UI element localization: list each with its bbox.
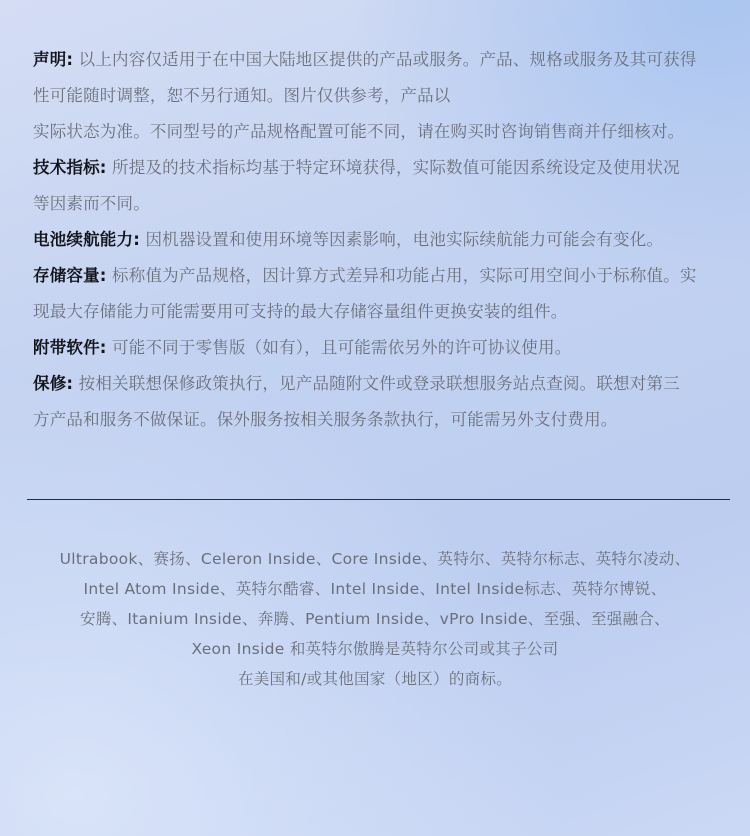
note-tech-specs — [33, 150, 733, 222]
note-label: 附带软件: — [33, 338, 107, 357]
trademark-line: 安腾、Itanium Inside、奔腾、Pentium Inside、vPro Inside、至强、至强融合、 — [80, 610, 670, 628]
note-label: 技术指标: — [33, 158, 107, 177]
disclaimer-notes — [33, 42, 733, 438]
note-storage — [33, 258, 733, 330]
note-line: 实际状态为准。不同型号的产品规格配置可能不同，请在购买时咨询销售商并仔细核对。 — [33, 122, 685, 141]
note-software — [33, 330, 733, 366]
note-text: 可能不同于零售版（如有），且可能需依另外的许可协议使用。 — [106, 338, 572, 357]
note-warranty — [33, 366, 733, 438]
note-text: 按相关联想保修政策执行，见产品随附文件或登录联想服务站点查阅。联想对第三 — [73, 374, 680, 393]
section-divider — [27, 499, 730, 500]
note-label: 电池续航能力: — [33, 230, 140, 249]
trademark-line: Xeon Inside 和英特尔傲腾是英特尔公司或其子公司 — [191, 640, 559, 658]
note-line — [33, 150, 733, 186]
note-line — [33, 258, 733, 294]
note-line: 性可能随时调整，恕不另行通知。图片仅供参考，产品以 — [33, 86, 451, 105]
note-line: 等因素而不同。 — [33, 194, 150, 213]
note-statement — [33, 42, 733, 150]
note-text: 以上内容仅适用于在中国大陆地区提供的产品或服务。产品、规格或服务及其可获得 — [73, 50, 697, 69]
note-battery — [33, 222, 733, 258]
trademark-line: 在美国和/或其他国家（地区）的商标。 — [237, 670, 513, 688]
note-label: 声明: — [33, 50, 74, 69]
note-line — [33, 366, 733, 402]
trademark-notice — [30, 544, 720, 694]
note-text: 标称值为产品规格，因计算方式差异和功能占用，实际可用空间小于标称值。实 — [106, 266, 697, 285]
note-text: 因机器设置和使用环境等因素影响，电池实际续航能力可能会有变化。 — [140, 230, 664, 249]
note-label: 存储容量: — [33, 266, 107, 285]
note-line — [33, 42, 733, 78]
note-line: 现最大存储能力可能需要用可支持的最大存储容量组件更换安装的组件。 — [33, 302, 568, 321]
note-line — [33, 330, 733, 366]
note-line — [33, 222, 733, 258]
note-line: 方产品和服务不做保证。保外服务按相关服务条款执行，可能需另外支付费用。 — [33, 410, 618, 429]
note-label: 保修: — [33, 374, 74, 393]
note-text: 所提及的技术指标均基于特定环境获得，实际数值可能因系统设定及使用状况 — [106, 158, 680, 177]
trademark-line: Ultrabook、赛扬、Celeron Inside、Core Inside、英特尔、英特尔标志、英特尔凌动、 — [59, 550, 691, 568]
trademark-line: Intel Atom Inside、英特尔酷睿、Intel Inside、Intel Inside标志、英特尔博锐、 — [83, 580, 667, 598]
